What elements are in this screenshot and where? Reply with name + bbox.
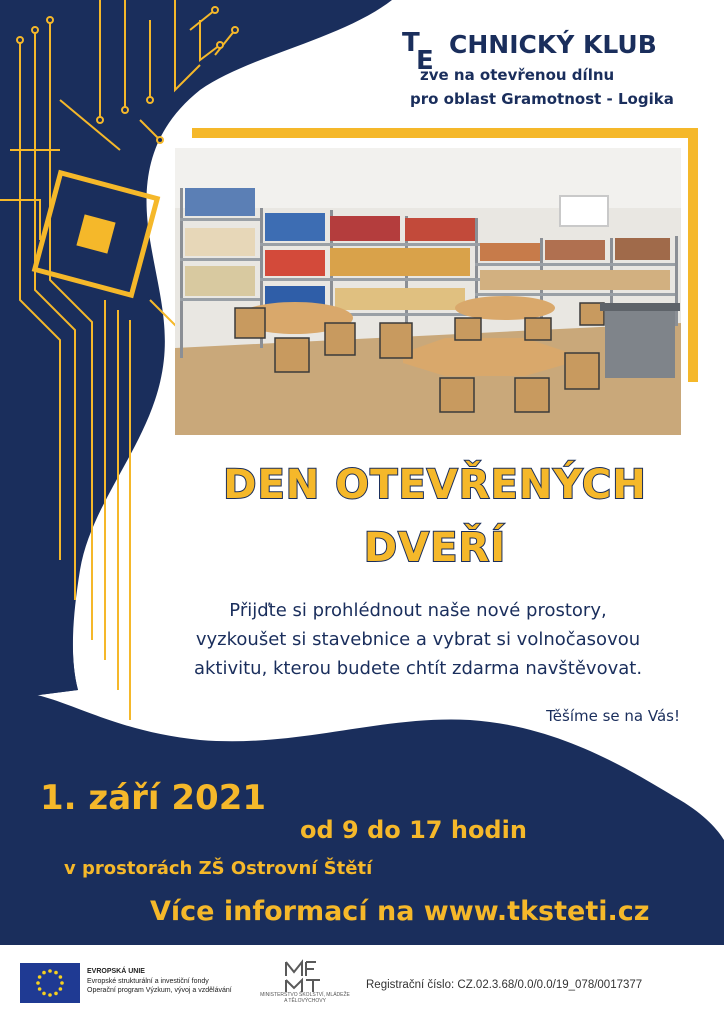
club-subtitle-1: zve na otevřenou dílnu (420, 66, 615, 84)
eu-flag-icon (20, 963, 80, 1003)
eu-star (59, 975, 63, 979)
eu-text (87, 967, 232, 996)
eu-star (42, 992, 46, 996)
event-place: v prostorách ZŠ Ostrovní Štětí (64, 858, 373, 879)
more-info-link[interactable]: Více informací na www.tksteti.cz (150, 896, 650, 927)
club-subtitle-2: pro oblast Gramotnost - Logika (410, 90, 674, 108)
eu-star (60, 981, 64, 985)
invite-line-1: Přijďte si prohlédnout naše nové prostory, (229, 600, 607, 621)
headline-line-2: DVEŘÍ (363, 525, 507, 571)
eu-star (38, 987, 42, 991)
eu-star (59, 987, 63, 991)
msmt-logo-icon (264, 958, 344, 1014)
eu-star (38, 975, 42, 979)
invite-text (168, 596, 668, 683)
event-date: 1. září 2021 (40, 778, 267, 818)
invite-line-3: aktivitu, kterou budete chtít zdarma navštěvovat. (193, 658, 643, 679)
invite-line-2: vyzkoušet si stavebnice a vybrat si volnočasovou (195, 629, 641, 650)
club-title: CHNICKÝ KLUB (449, 30, 657, 59)
eu-line-2: Evropské strukturální a investiční fondy (87, 977, 209, 985)
eu-star (48, 969, 52, 973)
eu-star (36, 981, 40, 985)
greeting: Těšíme se na Vás! (546, 707, 680, 725)
eu-line-3: Operační program Výzkum, vývoj a vzdělávání (87, 987, 232, 994)
classroom-photo (175, 148, 681, 435)
eu-star (54, 992, 58, 996)
eu-star (42, 971, 46, 975)
msmt-caption: MINISTERSTVO ŠKOLSTVÍ, MLÁDEŽE A TĚLOVÝCHOVY (260, 992, 350, 1004)
registration-number: Registrační číslo: CZ.02.3.68/0.0/0.0/19_078/0017377 (366, 979, 643, 991)
eu-star (54, 971, 58, 975)
headline-line-1: DEN OTEVŘENÝCH (223, 462, 647, 508)
logo-letter-t: T (402, 28, 420, 58)
photo-frame-side (688, 128, 698, 382)
eu-title: EVROPSKÁ UNIE (87, 968, 145, 975)
event-time: od 9 do 17 hodin (300, 816, 527, 844)
logo-letter-e: E (416, 46, 434, 76)
eu-star (48, 993, 52, 997)
